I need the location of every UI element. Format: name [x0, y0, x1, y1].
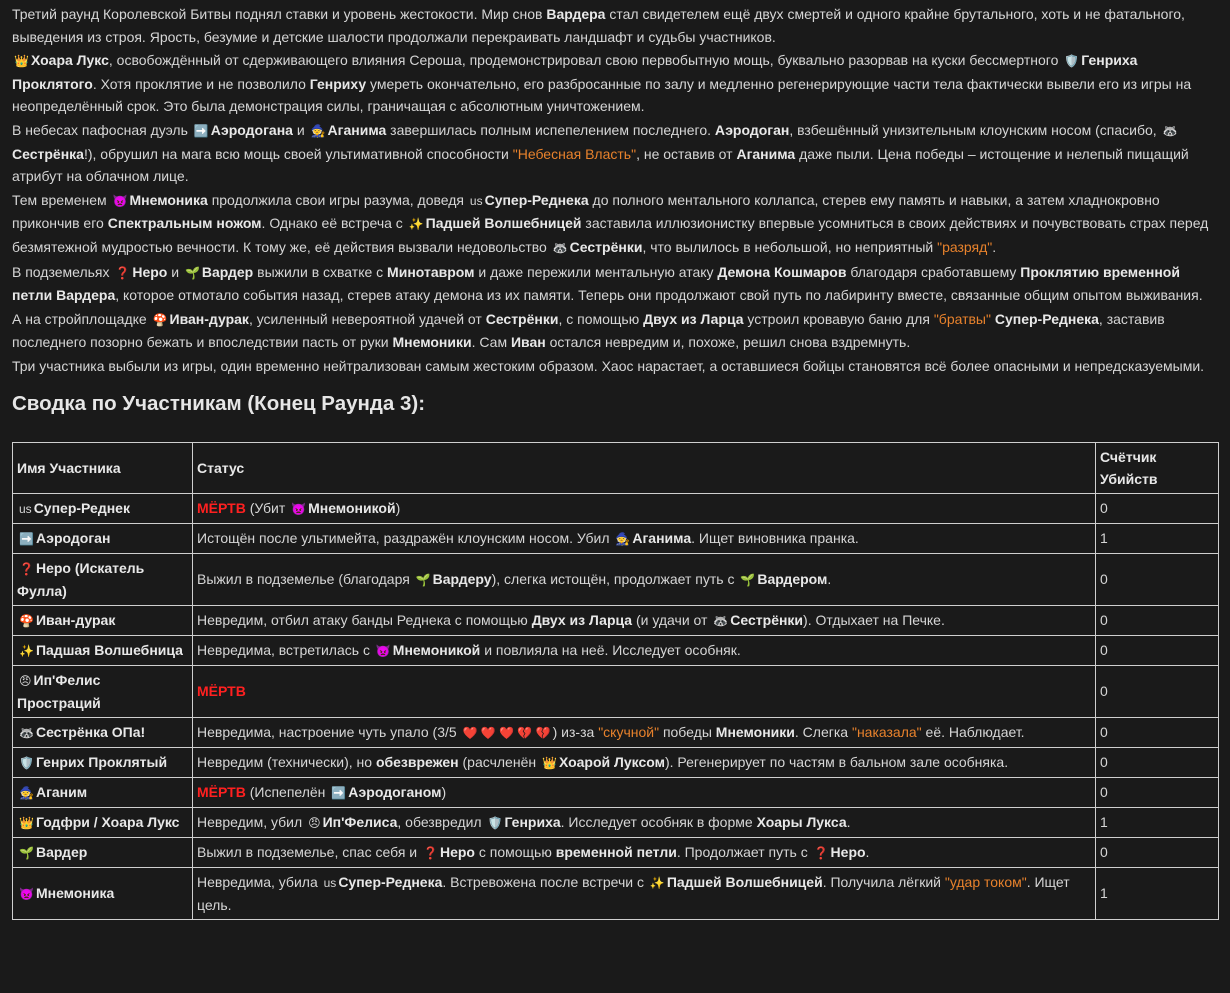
- text-run: ). Регенерирует по частям в бальном зале особняка.: [664, 753, 1009, 770]
- text-run: В подземельях: [12, 263, 110, 280]
- table-row: [13, 777, 1219, 807]
- bold-name: Аэродоганом: [348, 783, 442, 800]
- text-run: устроил кровавую баню для: [747, 310, 930, 327]
- bold-name: Мнемоникой: [392, 641, 481, 658]
- text-run: Выжил в подземелье (благодаря: [197, 570, 410, 587]
- sprout-icon: 🌱: [415, 572, 431, 587]
- table-cell: 0: [1096, 717, 1219, 747]
- raccoon-icon: 🦝: [19, 725, 34, 740]
- intro-paragraph: [12, 3, 1218, 48]
- sprout-icon: 🌱: [184, 265, 200, 280]
- crown-icon: 👑: [541, 755, 557, 770]
- table-row: [13, 635, 1219, 665]
- table-cell: [13, 665, 193, 717]
- table-cell: [13, 747, 193, 777]
- dead-status: МЁРТВ: [197, 783, 246, 800]
- text-run: и: [171, 263, 180, 280]
- table-cell: [13, 635, 193, 665]
- text-run: ): [395, 499, 401, 516]
- raccoon-icon: 🦝: [1162, 123, 1178, 138]
- text-run: В небесах пафосная дуэль: [12, 121, 188, 138]
- table-cell: 0: [1096, 493, 1219, 523]
- text-run: и: [296, 121, 305, 138]
- text-run: Невредима, убила: [197, 873, 318, 890]
- us-icon: us: [19, 501, 32, 516]
- angry-icon: 😠: [308, 815, 321, 830]
- table-cell: [13, 837, 193, 867]
- bold-name: Иван: [510, 334, 546, 351]
- text-run: ) из-за: [552, 723, 595, 740]
- bold-name: Сестрёнка ОПа!: [35, 723, 146, 740]
- dead-status: МЁРТВ: [197, 499, 246, 516]
- table-cell: 1: [1096, 807, 1219, 837]
- text-run: (Испепелён: [249, 783, 326, 800]
- table-cell: [193, 807, 1096, 837]
- text-run: Выжил в подземелье, спас себя и: [197, 843, 418, 860]
- table-row: [13, 717, 1219, 747]
- text-run: , с помощью: [558, 310, 640, 327]
- table-cell: [193, 553, 1096, 605]
- bold-name: Генриха Проклятого: [12, 52, 1138, 92]
- text-run: продолжила свои игры разума, доведя: [211, 191, 464, 208]
- shield-icon: 🛡️: [19, 755, 34, 770]
- table-cell: 0: [1096, 635, 1219, 665]
- mage-icon: 🧙: [19, 785, 34, 800]
- bold-name: Хоарой Луксом: [558, 753, 665, 770]
- bold-name: Вардер: [201, 263, 254, 280]
- text-run: . Ищет цель.: [197, 873, 1070, 913]
- header-status: Статус: [193, 442, 1096, 493]
- paragraph-sky-duel: [12, 119, 1218, 188]
- angry-icon: 😠: [19, 673, 32, 688]
- bold-name: Аганим: [35, 783, 88, 800]
- bold-name: Хоара Лукс: [30, 52, 109, 69]
- arrow-icon: ➡️: [19, 531, 34, 546]
- table-row: [13, 665, 1219, 717]
- table-cell: 0: [1096, 665, 1219, 717]
- bold-name: Мнемоника: [35, 884, 115, 901]
- mage-icon: 🧙: [310, 123, 326, 138]
- table-header-row: [13, 442, 1219, 493]
- text-run: , усиленный невероятной удачей от: [248, 310, 482, 327]
- text-run: "Небесная Власть": [512, 145, 637, 162]
- mushroom-icon: 🍄: [152, 312, 168, 327]
- text-run: "наказала": [851, 723, 922, 740]
- table-cell: [193, 717, 1096, 747]
- table-row: [13, 523, 1219, 553]
- us-icon: us: [469, 193, 483, 208]
- text-run: . Продолжает путь с: [676, 843, 808, 860]
- bold-name: Хоары Лукса: [756, 813, 847, 830]
- bold-name: Двух из Ларца: [643, 310, 744, 327]
- bold-name: Иван-дурак: [35, 611, 116, 628]
- bold-name: Годфри / Хоара Лукс: [35, 813, 180, 830]
- text-run: её. Наблюдает.: [925, 723, 1025, 740]
- text-run: победы: [662, 723, 712, 740]
- table-row: [13, 493, 1219, 523]
- shield-icon: 🛡️: [487, 815, 503, 830]
- text-run: благодаря сработавшему: [850, 263, 1017, 280]
- bold-name: Супер-Реднека: [338, 873, 443, 890]
- text-run: (и удачи от: [635, 611, 708, 628]
- text-run: даже пыли. Цена победы – истощение и нелепый пищащий атрибут на облачном лице.: [12, 145, 1189, 185]
- table-row: [13, 837, 1219, 867]
- sprout-icon: 🌱: [19, 845, 34, 860]
- bold-name: Супер-Реднека: [994, 310, 1099, 327]
- bold-name: Аганима: [632, 529, 692, 546]
- paragraph-hoara: [12, 49, 1218, 118]
- table-cell: 1: [1096, 523, 1219, 553]
- text-run: , заставив последнего позорно бежать и впоследствии пасть от руки: [12, 310, 1165, 351]
- arrow-icon: ➡️: [193, 123, 209, 138]
- text-run: .: [827, 570, 832, 587]
- bold-name: Мнемоники: [392, 334, 472, 351]
- text-run: "скучной": [598, 723, 660, 740]
- bold-name: Демона Кошмаров: [717, 263, 847, 280]
- bold-name: Сестрёнки: [730, 611, 804, 628]
- bold-name: Супер-Реднек: [33, 499, 130, 516]
- table-cell: [13, 523, 193, 553]
- text-run: "разряд": [937, 238, 993, 255]
- bold-name: Спектральным ножом: [107, 215, 262, 232]
- bold-name: Аганима: [736, 145, 796, 162]
- sparkle-icon: ✨: [19, 643, 34, 658]
- text-run: . Исследует особняк в форме: [560, 813, 753, 830]
- devil-icon: 👿: [291, 501, 307, 516]
- text-run: . Слегка: [794, 723, 849, 740]
- text-run: . Хотя проклятие и не позволило: [92, 75, 306, 92]
- table-row: [13, 867, 1219, 919]
- table-cell: [193, 747, 1096, 777]
- table-cell: [13, 777, 193, 807]
- bold-name: Вардера: [546, 6, 606, 22]
- bold-name: Неро: [132, 263, 168, 280]
- table-row: [13, 747, 1219, 777]
- table-cell: [13, 807, 193, 837]
- paragraph-summary: Три участника выбыли из игры, один временно нейтрализован самым жестоким образом. Хаос нарастает, а оставшиеся бойцы становятся всё более опасными и непредсказуемыми.: [12, 357, 1205, 374]
- bold-name: Неро: [830, 843, 866, 860]
- question-icon: ❓: [423, 845, 438, 860]
- mage-icon: 🧙: [615, 531, 631, 546]
- bold-name: Аэродоган: [35, 529, 111, 546]
- text-run: (расчленён: [462, 753, 537, 770]
- sparkle-icon: ✨: [408, 217, 424, 232]
- text-run: , взбешённый унизительным клоунским носом (спасибо,: [789, 121, 1157, 138]
- table-cell: [13, 553, 193, 605]
- bold-name: Генрих Проклятый: [35, 753, 168, 770]
- dead-status: МЁРТВ: [197, 683, 246, 699]
- text-run: Невредим, отбил атаку банды Реднека с помощью: [197, 611, 528, 628]
- text-run: с помощью: [478, 843, 552, 860]
- devil-icon: 👿: [112, 193, 128, 208]
- paragraph-construction: [12, 308, 1218, 354]
- text-run: , освобождённый от сдерживающего влияния Сероша, продемонстрировал свою первобытную мощь, буквально разорвав на куски бессмертного: [108, 52, 1059, 69]
- mushroom-icon: 🍄: [19, 613, 34, 628]
- summary-heading: Сводка по Участникам (Конец Раунда 3):: [12, 391, 426, 415]
- table-cell: [193, 493, 1096, 523]
- table-cell: 0: [1096, 837, 1219, 867]
- text-run: "братвы": [933, 310, 991, 327]
- question-icon: ❓: [19, 561, 34, 576]
- bold-name: Вардер: [35, 843, 88, 860]
- devil-icon: 👿: [375, 643, 391, 658]
- paragraph-dungeon: [12, 261, 1218, 307]
- text-run: и повлияла на неё. Исследует особняк.: [484, 641, 741, 658]
- bold-name: Вардером: [757, 570, 828, 587]
- text-run: ): [441, 783, 447, 800]
- text-run: .: [846, 813, 851, 830]
- text-run: , которое отмотало события назад, стерев атаку демона из их памяти. Теперь они продолжают свой путь по лабиринту вместе, связанные общим опытом выживания.: [115, 287, 1203, 304]
- bold-name: обезврежен: [375, 753, 459, 770]
- text-run: заставила иллюзионистку впервые усомниться в своих действиях и почувствовать страх перед безмятежной мудростью вечности. К тому же, её действия вызвали недовольство: [12, 215, 1209, 255]
- table-cell: [13, 867, 193, 919]
- table-cell: [193, 867, 1096, 919]
- text-run: , не оставив от: [636, 145, 733, 162]
- text-run: завершилась полным испепелением последнего.: [390, 121, 712, 138]
- text-run: , что вылилось в небольшой, но неприятный: [642, 238, 934, 255]
- bold-name: Проклятию временной петли Вардера: [12, 263, 1180, 304]
- raccoon-icon: 🦝: [552, 240, 568, 255]
- text-run: ). Отдыхает на Печке.: [803, 611, 945, 628]
- question-icon: ❓: [813, 845, 829, 860]
- table-cell: [193, 777, 1096, 807]
- bold-name: Двух из Ларца: [531, 611, 633, 628]
- table-row: [13, 807, 1219, 837]
- table-row: [13, 553, 1219, 605]
- text-run: А на стройплощадке: [12, 310, 147, 327]
- paragraph-mnemonika: [12, 189, 1218, 260]
- text-run: Третий раунд Королевской Битвы поднял ставки и уровень жестокости. Мир снов: [12, 6, 543, 22]
- table-cell: 1: [1096, 867, 1219, 919]
- text-run: ), слегка истощён, продолжает путь с: [491, 570, 735, 587]
- table-cell: [13, 493, 193, 523]
- text-run: Невредим, убил: [197, 813, 303, 830]
- sparkle-icon: ✨: [649, 875, 665, 890]
- raccoon-icon: 🦝: [713, 613, 729, 628]
- header-name: Имя Участника: [13, 442, 193, 493]
- text-run: "удар током": [944, 873, 1027, 890]
- us-icon: us: [323, 875, 337, 890]
- table-cell: [193, 635, 1096, 665]
- table-cell: [193, 837, 1096, 867]
- text-run: .: [865, 843, 870, 860]
- text-run: !), обрушил на мага всю мощь своей ультимативной способности: [83, 145, 509, 162]
- bold-name: Неро (Искатель Фулла): [17, 559, 145, 599]
- bold-name: Ип'Фелис Простраций: [17, 671, 101, 711]
- text-run: стал свидетелем ещё двух смертей и одного крайне брутального, хоть и не фатального, выведения из строя. Ярость, безумие и детские шалости продолжали перекраивать ландшафт и судьбы участников.: [12, 6, 1185, 45]
- text-run: , обезвредил: [397, 813, 482, 830]
- bold-name: Аэродогана: [210, 121, 293, 138]
- bold-name: Падшей Волшебницей: [425, 215, 582, 232]
- text-run: . Однако её встреча с: [261, 215, 403, 232]
- table-cell: [13, 717, 193, 747]
- question-icon: ❓: [115, 265, 131, 280]
- bold-name: Неро: [439, 843, 475, 860]
- table-cell: [193, 523, 1096, 553]
- text-run: . Ищет виновника пранка.: [691, 529, 859, 546]
- crown-icon: 👑: [14, 54, 29, 69]
- text-run: выжили в схватке с: [257, 263, 384, 280]
- bold-name: Падшая Волшебница: [35, 641, 183, 658]
- header-kills: Счётчик Убийств: [1096, 442, 1219, 493]
- bold-name: временной петли: [555, 843, 677, 860]
- bold-name: Аганима: [327, 121, 387, 138]
- bold-name: Генриха: [504, 813, 561, 830]
- bold-name: Сестрёнка: [12, 145, 84, 162]
- sprout-icon: 🌱: [740, 572, 756, 587]
- devil-icon: 👿: [19, 886, 34, 901]
- shield-icon: 🛡️: [1064, 54, 1080, 69]
- bold-name: Мнемоникой: [308, 499, 396, 516]
- bold-name: Вардеру: [432, 570, 492, 587]
- text-run: .: [992, 238, 997, 255]
- bold-name: Минотавром: [387, 263, 475, 280]
- table-cell: 0: [1096, 605, 1219, 635]
- text-run: . Встревожена после встречи с: [442, 873, 644, 890]
- arrow-icon: ➡️: [331, 785, 347, 800]
- participants-table: [12, 442, 1219, 920]
- bold-name: Аэродоган: [714, 121, 790, 138]
- text-run: . Получила лёгкий: [822, 873, 941, 890]
- bold-name: Ип'Фелиса: [322, 813, 398, 830]
- table-cell: [13, 605, 193, 635]
- text-run: Истощён после ультимейта, раздражён клоунским носом. Убил: [197, 529, 610, 546]
- bold-name: Падшей Волшебницей: [666, 873, 823, 890]
- bold-name: Генриху: [309, 75, 367, 92]
- bold-name: Мнемоники: [715, 723, 795, 740]
- text-run: Невредима, настроение чуть упало (3/5: [197, 723, 457, 740]
- text-run: Невредима, встретилась с: [197, 641, 370, 658]
- text-run: и даже пережили ментальную атаку: [478, 263, 714, 280]
- crown-icon: 👑: [19, 815, 34, 830]
- bold-name: Иван-дурак: [169, 310, 249, 327]
- table-cell: 0: [1096, 553, 1219, 605]
- bold-name: Мнемоника: [129, 191, 208, 208]
- text-run: Невредим (технически), но: [197, 753, 373, 770]
- table-cell: [193, 665, 1096, 717]
- table-row: [13, 605, 1219, 635]
- bold-name: Сестрёнки: [485, 310, 559, 327]
- bold-name: Сестрёнки: [569, 238, 643, 255]
- bold-name: Супер-Реднека: [484, 191, 589, 208]
- text-run: Тем временем: [12, 191, 107, 208]
- table-cell: 0: [1096, 777, 1219, 807]
- text-run: до полного ментального коллапса, стерев ему память и навыки, а затем хладнокровно прикончив его: [12, 191, 1160, 232]
- table-cell: 0: [1096, 747, 1219, 777]
- text-run: . Сам: [471, 334, 508, 351]
- table-cell: [193, 605, 1096, 635]
- text-run: (Убит: [249, 499, 286, 516]
- text-run: умереть окончательно, его разбросанные по залу и медленно регенерирующие части тела фактически вывели его из игры на неопределённый срок. Это была демонстрация силы, граничащая с абсолютным уничтожением.: [12, 75, 1192, 115]
- text-run: остался невредим и, похоже, решил снова вздремнуть.: [549, 334, 911, 351]
- hearts-icon: ❤️ ❤️ ❤️ 💔 💔: [462, 725, 551, 740]
